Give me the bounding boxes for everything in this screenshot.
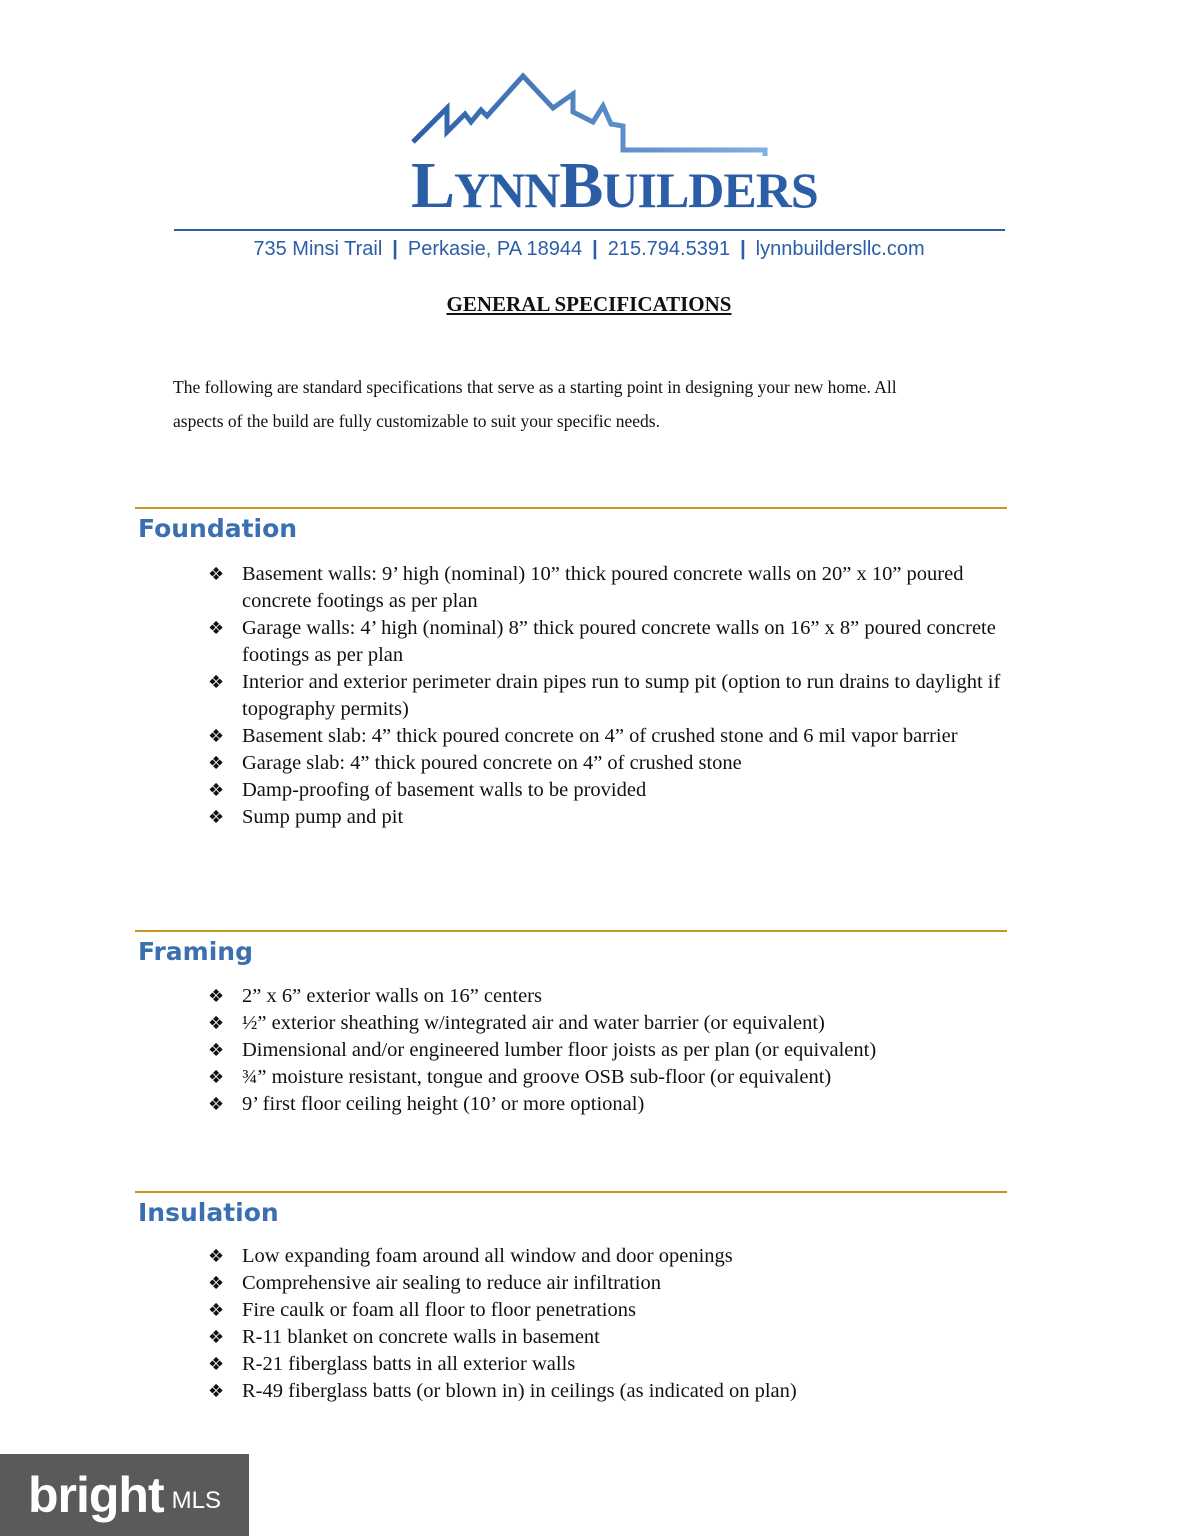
spec-item-text: Dimensional and/or engineered lumber floor joists as per plan (or equivalent) — [242, 1039, 877, 1061]
logo-second-initial: B — [559, 149, 603, 222]
spec-item-text: 2” x 6” exterior walls on 16” centers — [242, 985, 542, 1007]
spec-item — [208, 1297, 1008, 1324]
spec-item-text: Garage walls: 4’ high (nominal) 8” thick poured concrete walls on 16” x 8” poured concrete footings as per plan — [242, 617, 996, 666]
diamond-bullet-icon: ❖ — [208, 986, 225, 1007]
spec-item — [208, 1010, 1008, 1037]
diamond-bullet-icon: ❖ — [208, 1327, 225, 1348]
spec-item — [208, 1270, 1008, 1297]
contact-line — [0, 238, 1178, 261]
spec-item-text: ½” exterior sheathing w/integrated air and water barrier (or equivalent) — [242, 1012, 825, 1034]
diamond-bullet-icon: ❖ — [208, 618, 225, 639]
diamond-bullet-icon: ❖ — [208, 807, 225, 828]
spec-item-text: R-49 fiberglass batts (or blown in) in ceilings (as indicated on plan) — [242, 1380, 797, 1402]
spec-item-text: Low expanding foam around all window and door openings — [242, 1245, 733, 1267]
diamond-bullet-icon: ❖ — [208, 1013, 225, 1034]
section-divider — [135, 507, 1007, 509]
spec-item-text: R-21 fiberglass batts in all exterior walls — [242, 1353, 576, 1375]
diamond-bullet-icon: ❖ — [208, 726, 225, 747]
spec-item-text: Basement walls: 9’ high (nominal) 10” thick poured concrete walls on 20” x 10” poured concrete footings as per plan — [242, 563, 964, 612]
spec-item — [208, 1243, 1008, 1270]
spec-item — [208, 669, 1008, 723]
section-title-framing: Framing — [138, 937, 253, 966]
diamond-bullet-icon: ❖ — [208, 564, 225, 585]
contact-separator: | — [740, 238, 746, 260]
contact-address: 735 Minsi Trail — [253, 238, 383, 260]
logo-second-rest: UILDERS — [602, 162, 818, 218]
spec-item — [208, 777, 1008, 804]
diamond-bullet-icon: ❖ — [208, 1354, 225, 1375]
diamond-bullet-icon: ❖ — [208, 1094, 225, 1115]
document-title: GENERAL SPECIFICATIONS — [446, 292, 732, 316]
spec-item-text: Garage slab: 4” thick poured concrete on 4” of crushed stone — [242, 752, 742, 774]
logo-wordmark — [411, 148, 818, 224]
insulation-spec-list — [208, 1243, 1008, 1405]
header-divider — [174, 229, 1005, 231]
diamond-bullet-icon: ❖ — [208, 1067, 225, 1088]
logo-first-initial: L — [411, 149, 455, 222]
spec-item — [208, 750, 1008, 777]
spec-item-text: Comprehensive air sealing to reduce air infiltration — [242, 1272, 661, 1294]
intro-line-2: aspects of the build are fully customizable to suit your specific needs. — [173, 411, 660, 431]
spec-item-text: 9’ first floor ceiling height (10’ or more optional) — [242, 1093, 645, 1115]
diamond-bullet-icon: ❖ — [208, 1381, 225, 1402]
diamond-bullet-icon: ❖ — [208, 780, 225, 801]
spec-item-text: ¾” moisture resistant, tongue and groove OSB sub-floor (or equivalent) — [242, 1066, 832, 1088]
framing-spec-list — [208, 983, 1008, 1118]
section-divider — [135, 930, 1007, 932]
spec-item — [208, 1037, 1008, 1064]
company-logo — [405, 70, 818, 222]
watermark-brand: bright — [28, 1467, 164, 1523]
diamond-bullet-icon: ❖ — [208, 753, 225, 774]
spec-item-text: Interior and exterior perimeter drain pipes run to sump pit (option to run drains to daylight if topography permits) — [242, 671, 1001, 720]
diamond-bullet-icon: ❖ — [208, 1246, 225, 1267]
spec-item — [208, 1351, 1008, 1378]
spec-item — [208, 1091, 1008, 1118]
spec-item — [208, 1378, 1008, 1405]
bright-mls-watermark — [0, 1454, 249, 1536]
diamond-bullet-icon: ❖ — [208, 672, 225, 693]
spec-item-text: Fire caulk or foam all floor to floor penetrations — [242, 1299, 636, 1321]
diamond-bullet-icon: ❖ — [208, 1040, 225, 1061]
section-title-foundation: Foundation — [138, 514, 298, 543]
foundation-spec-list — [208, 561, 1008, 831]
spec-item — [208, 1324, 1008, 1351]
contact-separator: | — [592, 238, 598, 260]
spec-item — [208, 804, 1008, 831]
contact-phone: 215.794.5391 — [607, 238, 731, 260]
house-roofline-graphic — [405, 70, 775, 160]
spec-item-text: Damp-proofing of basement walls to be provided — [242, 779, 647, 801]
spec-item — [208, 983, 1008, 1010]
watermark-sub: MLS — [171, 1487, 221, 1514]
spec-item-text: Sump pump and pit — [242, 806, 404, 828]
intro-paragraph — [173, 370, 993, 438]
diamond-bullet-icon: ❖ — [208, 1300, 225, 1321]
contact-city: Perkasie, PA 18944 — [407, 238, 583, 260]
diamond-bullet-icon: ❖ — [208, 1273, 225, 1294]
spec-item — [208, 1064, 1008, 1091]
section-title-insulation: Insulation — [138, 1198, 279, 1227]
section-divider — [135, 1191, 1007, 1193]
spec-item-text: R-11 blanket on concrete walls in basement — [242, 1326, 600, 1348]
intro-line-1: The following are standard specifications that serve as a starting point in designing your new home. All — [173, 377, 897, 397]
contact-website: lynnbuildersllc.com — [755, 238, 925, 260]
spec-item — [208, 615, 1008, 669]
contact-separator: | — [392, 238, 398, 260]
spec-item — [208, 561, 1008, 615]
spec-item — [208, 723, 1008, 750]
logo-first-rest: YNN — [454, 162, 560, 218]
spec-item-text: Basement slab: 4” thick poured concrete on 4” of crushed stone and 6 mil vapor barrier — [242, 725, 958, 747]
